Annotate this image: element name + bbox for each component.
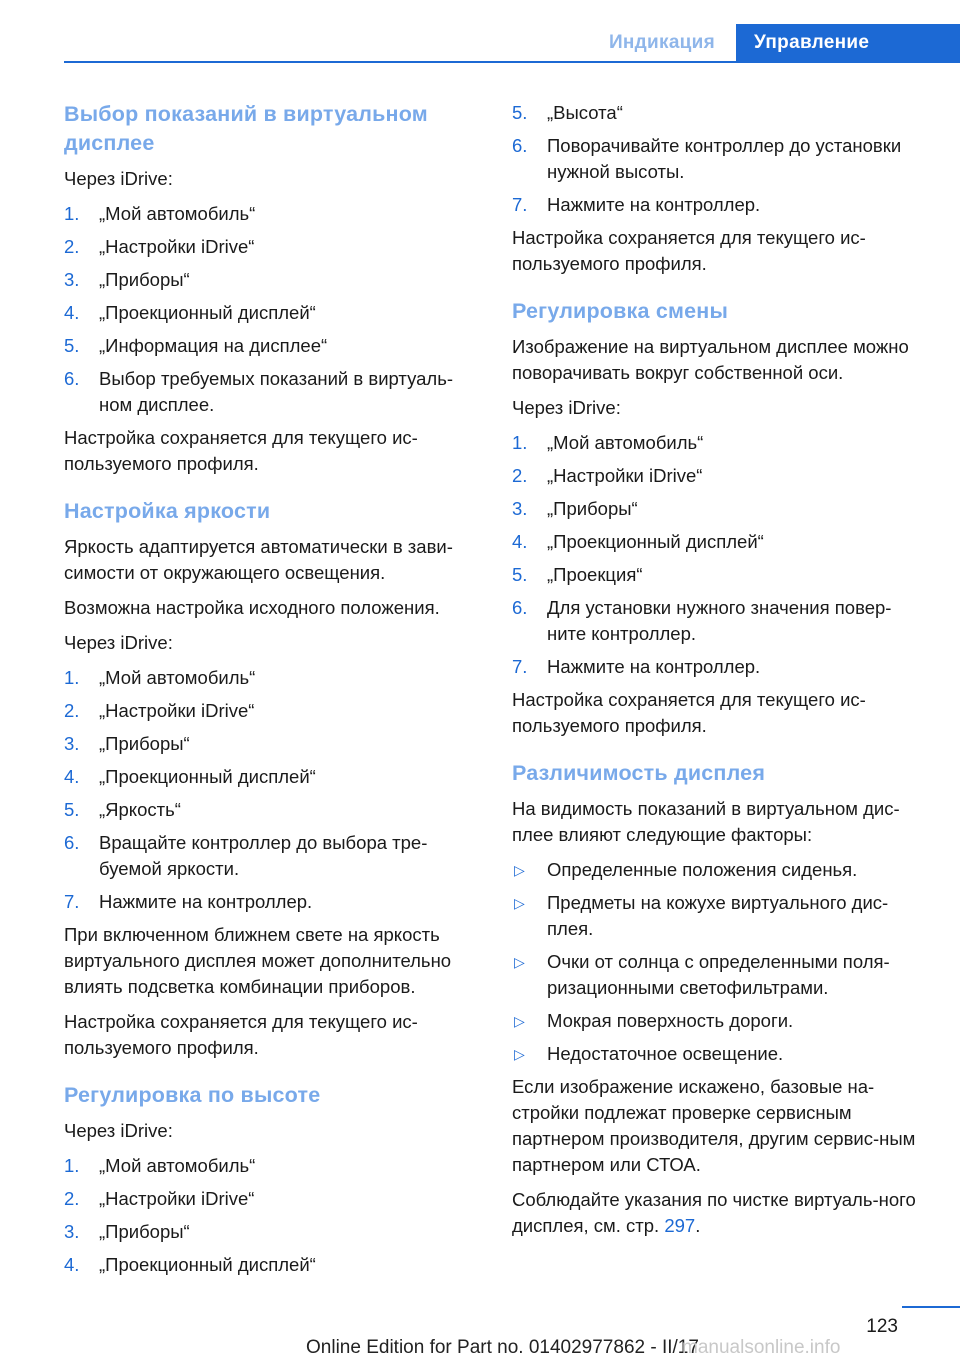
- page-number: 123: [866, 1316, 898, 1337]
- bullet-text: Определенные положения сиденья.: [547, 859, 858, 880]
- list-item: [512, 1041, 928, 1067]
- footer-edition: Online Edition for Part no. 01402977862 - II/17: [306, 1337, 699, 1358]
- paragraph: На видимость показаний в виртуальном дис-плее влияют следующие факторы:: [512, 798, 900, 845]
- cleaning-text-end: .: [695, 1215, 701, 1236]
- steps-list: [64, 201, 484, 418]
- step-number: 4.: [64, 1254, 80, 1275]
- steps-list: [512, 430, 928, 680]
- intro-text: Через iDrive:: [512, 397, 621, 418]
- step-text: „Приборы“: [99, 733, 190, 754]
- step-text: Нажмите на контроллер.: [547, 194, 761, 215]
- step-number: 3.: [512, 498, 528, 519]
- step-number: 5.: [512, 102, 528, 123]
- step-number: 2.: [64, 700, 80, 721]
- page-link-297[interactable]: 297: [664, 1215, 696, 1236]
- bullet-text: Предметы на кожухе виртуального дис-плея.: [547, 892, 889, 939]
- step-text: „Проекционный дисплей“: [99, 766, 316, 787]
- list-item: [64, 1186, 484, 1212]
- steps-list: [64, 1153, 484, 1278]
- list-item: [512, 192, 928, 218]
- step-text: „Настройки iDrive“: [99, 236, 255, 257]
- step-number: 1.: [64, 667, 80, 688]
- step-number: 7.: [64, 891, 80, 912]
- note-text: Настройка сохраняется для текущего ис-пользуемого профиля.: [512, 227, 866, 274]
- list-item: [64, 764, 484, 790]
- triangle-right-icon: ▷: [514, 862, 525, 878]
- step-number: 5.: [64, 335, 80, 356]
- list-item: [64, 889, 484, 915]
- step-number: 7.: [512, 194, 528, 215]
- paragraph: Изображение на виртуальном дисплее можно поворачивать вокруг собственной оси.: [512, 336, 909, 383]
- intro-text: Через iDrive:: [64, 632, 173, 653]
- footer-watermark: manualsonline.info: [682, 1337, 841, 1358]
- paragraph: Яркость адаптируется автоматически в зави-симости от окружающего освещения.: [64, 536, 453, 583]
- left-column: [64, 100, 484, 1285]
- list-item: [64, 333, 484, 359]
- list-item: [64, 366, 484, 418]
- step-text: „Приборы“: [547, 498, 638, 519]
- bullet-text: Очки от солнца с определенными поля-ризационными светофильтрами.: [547, 951, 890, 998]
- list-item: [64, 1219, 484, 1245]
- intro-text: Через iDrive:: [64, 1120, 173, 1141]
- footer-divider: [902, 1306, 960, 1308]
- list-item: [512, 949, 928, 1001]
- step-number: 2.: [512, 465, 528, 486]
- step-text: „Настройки iDrive“: [99, 1188, 255, 1209]
- step-number: 1.: [64, 203, 80, 224]
- step-number: 6.: [64, 832, 80, 853]
- list-item: [512, 595, 928, 647]
- step-text: „Приборы“: [99, 269, 190, 290]
- list-item: [64, 300, 484, 326]
- step-number: 1.: [64, 1155, 80, 1176]
- step-number: 4.: [64, 302, 80, 323]
- section-heading-height: Регулировка по высоте: [64, 1083, 321, 1107]
- note-text: Настройка сохраняется для текущего ис-пользуемого профиля.: [64, 427, 418, 474]
- step-text: „Информация на дисплее“: [99, 335, 328, 356]
- triangle-right-icon: ▷: [514, 1046, 525, 1062]
- step-number: 4.: [64, 766, 80, 787]
- list-item: [64, 234, 484, 260]
- paragraph: При включенном ближнем свете на яркость виртуального дисплея может дополнительно влиять подсветка комбинации приборов.: [64, 924, 452, 997]
- step-text: „Настройки iDrive“: [547, 465, 703, 486]
- step-number: 7.: [512, 656, 528, 677]
- step-text: „Настройки iDrive“: [99, 700, 255, 721]
- step-number: 6.: [512, 135, 528, 156]
- step-text: „Проекционный дисплей“: [99, 1254, 316, 1275]
- step-text: Нажмите на контроллер.: [547, 656, 761, 677]
- bullet-list: [512, 857, 928, 1067]
- step-text: Выбор требуемых показаний в виртуаль-ном дисплее.: [99, 368, 454, 415]
- triangle-right-icon: ▷: [514, 1013, 525, 1029]
- list-item: [512, 463, 928, 489]
- step-number: 5.: [512, 564, 528, 585]
- step-number: 3.: [64, 733, 80, 754]
- steps-list: [512, 100, 928, 218]
- step-number: 3.: [64, 1221, 80, 1242]
- step-number: 2.: [64, 1188, 80, 1209]
- triangle-right-icon: ▷: [514, 954, 525, 970]
- step-text: Поворачивайте контроллер до установки нужной высоты.: [547, 135, 902, 182]
- list-item: [512, 654, 928, 680]
- header-divider: [64, 61, 960, 63]
- step-text: „Проекция“: [547, 564, 643, 585]
- section-heading-select-readings: Выбор показаний в виртуальном дисплее: [64, 102, 428, 155]
- list-item: [64, 797, 484, 823]
- step-text: „Проекционный дисплей“: [547, 531, 764, 552]
- step-number: 6.: [512, 597, 528, 618]
- list-item: [512, 430, 928, 456]
- step-number: 3.: [64, 269, 80, 290]
- list-item: [64, 267, 484, 293]
- list-item: [64, 830, 484, 882]
- list-item: [64, 665, 484, 691]
- list-item: [64, 1252, 484, 1278]
- right-column: [512, 100, 928, 1248]
- tab-indikacia[interactable]: Индикация: [608, 32, 716, 53]
- step-number: 2.: [64, 236, 80, 257]
- list-item: [64, 731, 484, 757]
- page-header: [0, 0, 960, 62]
- list-item: [64, 1153, 484, 1179]
- steps-list: [64, 665, 484, 915]
- step-text: „Мой автомобиль“: [99, 667, 256, 688]
- section-heading-visibility: Различимость дисплея: [512, 761, 766, 785]
- step-number: 1.: [512, 432, 528, 453]
- list-item: [512, 133, 928, 185]
- cleaning-text: Соблюдайте указания по чистке виртуаль-ного дисплея, см. стр.: [512, 1189, 916, 1236]
- intro-text: Через iDrive:: [64, 168, 173, 189]
- list-item: [512, 100, 928, 126]
- list-item: [512, 496, 928, 522]
- list-item: [512, 857, 928, 883]
- paragraph-cleaning: [512, 1187, 928, 1239]
- note-text: Настройка сохраняется для текущего ис-пользуемого профиля.: [512, 689, 866, 736]
- list-item: [64, 201, 484, 227]
- list-item: [512, 1008, 928, 1034]
- step-text: „Мой автомобиль“: [99, 1155, 256, 1176]
- paragraph: Возможна настройка исходного положения.: [64, 597, 440, 618]
- paragraph: Если изображение искажено, базовые на-стройки подлежат проверке сервисным партнером производителя, другим сервис-ным партнером или СТОА.: [512, 1076, 916, 1175]
- step-text: „Высота“: [547, 102, 623, 123]
- bullet-text: Недостаточное освещение.: [547, 1043, 784, 1064]
- note-text: Настройка сохраняется для текущего ис-пользуемого профиля.: [64, 1011, 418, 1058]
- bullet-text: Мокрая поверхность дороги.: [547, 1010, 794, 1031]
- step-number: 4.: [512, 531, 528, 552]
- step-text: „Приборы“: [99, 1221, 190, 1242]
- step-number: 6.: [64, 368, 80, 389]
- step-text: „Проекционный дисплей“: [99, 302, 316, 323]
- tab-upravlenie[interactable]: Управление: [736, 24, 960, 62]
- section-heading-brightness: Настройка яркости: [64, 499, 271, 523]
- triangle-right-icon: ▷: [514, 895, 525, 911]
- step-number: 5.: [64, 799, 80, 820]
- step-text: Нажмите на контроллер.: [99, 891, 313, 912]
- step-text: Для установки нужного значения повер-ните контроллер.: [547, 597, 892, 644]
- step-text: „Мой автомобиль“: [99, 203, 256, 224]
- step-text: „Яркость“: [99, 799, 181, 820]
- step-text: „Мой автомобиль“: [547, 432, 704, 453]
- list-item: [64, 698, 484, 724]
- step-text: Вращайте контроллер до выбора тре-буемой яркости.: [99, 832, 428, 879]
- section-heading-rotation: Регулировка смены: [512, 299, 729, 323]
- list-item: [512, 529, 928, 555]
- list-item: [512, 562, 928, 588]
- list-item: [512, 890, 928, 942]
